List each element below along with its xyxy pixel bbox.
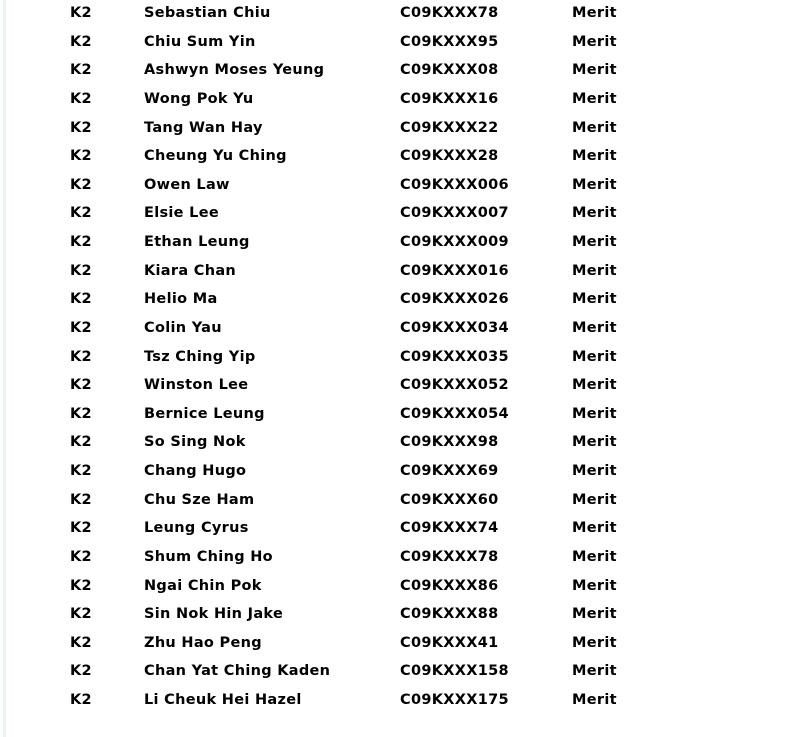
name-cell: Cheung Yu Ching — [144, 148, 287, 165]
award-cell: Merit — [572, 291, 617, 308]
table-row — [0, 0, 800, 28]
grade-cell: K2 — [70, 520, 92, 537]
grade-cell: K2 — [70, 319, 92, 336]
grade-cell: K2 — [70, 405, 92, 422]
table-row — [0, 514, 800, 543]
code-cell: C09KXXX16 — [400, 90, 499, 107]
name-cell: Leung Cyrus — [144, 520, 249, 537]
code-cell: C09KXXX175 — [400, 692, 509, 709]
award-cell: Merit — [572, 119, 617, 136]
grade-cell: K2 — [70, 119, 92, 136]
award-cell: Merit — [572, 692, 617, 709]
name-cell: Tang Wan Hay — [144, 119, 263, 136]
code-cell: C09KXXX28 — [400, 148, 499, 165]
table-row — [0, 171, 800, 200]
grade-cell: K2 — [70, 548, 92, 565]
award-cell: Merit — [572, 205, 617, 222]
table-row — [0, 400, 800, 429]
grade-cell: K2 — [70, 692, 92, 709]
table-row — [0, 686, 800, 715]
grade-cell: K2 — [70, 434, 92, 451]
table-row — [0, 199, 800, 228]
name-cell: Colin Yau — [144, 319, 222, 336]
award-cell: Merit — [572, 62, 617, 79]
grade-cell: K2 — [70, 577, 92, 594]
grade-cell: K2 — [70, 262, 92, 279]
code-cell: C09KXXX22 — [400, 119, 499, 136]
code-cell: C09KXXX08 — [400, 62, 499, 79]
name-cell: So Sing Nok — [144, 434, 246, 451]
table-row — [0, 257, 800, 286]
table-row — [0, 343, 800, 372]
award-cell: Merit — [572, 520, 617, 537]
grade-cell: K2 — [70, 663, 92, 680]
code-cell: C09KXXX158 — [400, 663, 509, 680]
table-row — [0, 428, 800, 457]
award-cell: Merit — [572, 663, 617, 680]
name-cell: Tsz Ching Yip — [144, 348, 256, 365]
table-row — [0, 314, 800, 343]
award-cell: Merit — [572, 234, 617, 251]
name-cell: Sebastian Chiu — [144, 5, 271, 22]
grade-cell: K2 — [70, 62, 92, 79]
table-row — [0, 56, 800, 85]
grade-cell: K2 — [70, 348, 92, 365]
award-cell: Merit — [572, 5, 617, 22]
grade-cell: K2 — [70, 634, 92, 651]
code-cell: C09KXXX95 — [400, 33, 499, 50]
code-cell: C09KXXX035 — [400, 348, 509, 365]
grade-cell: K2 — [70, 291, 92, 308]
award-cell: Merit — [572, 176, 617, 193]
table-row — [0, 114, 800, 143]
award-cell: Merit — [572, 606, 617, 623]
award-cell: Merit — [572, 491, 617, 508]
code-cell: C09KXXX052 — [400, 377, 509, 394]
award-cell: Merit — [572, 377, 617, 394]
table-row — [0, 572, 800, 601]
award-cell: Merit — [572, 348, 617, 365]
code-cell: C09KXXX007 — [400, 205, 509, 222]
name-cell: Chu Sze Ham — [144, 491, 255, 508]
award-cell: Merit — [572, 90, 617, 107]
code-cell: C09KXXX41 — [400, 634, 499, 651]
name-cell: Chiu Sum Yin — [144, 33, 256, 50]
name-cell: Chang Hugo — [144, 463, 247, 480]
award-cell: Merit — [572, 405, 617, 422]
code-cell: C09KXXX74 — [400, 520, 499, 537]
award-cell: Merit — [572, 577, 617, 594]
table-row — [0, 28, 800, 57]
table-row — [0, 629, 800, 658]
grade-cell: K2 — [70, 491, 92, 508]
code-cell: C09KXXX026 — [400, 291, 509, 308]
table-row — [0, 486, 800, 515]
code-cell: C09KXXX60 — [400, 491, 499, 508]
code-cell: C09KXXX78 — [400, 548, 499, 565]
name-cell: Shum Ching Ho — [144, 548, 273, 565]
grade-cell: K2 — [70, 33, 92, 50]
code-cell: C09KXXX98 — [400, 434, 499, 451]
name-cell: Elsie Lee — [144, 205, 219, 222]
grade-cell: K2 — [70, 5, 92, 22]
award-cell: Merit — [572, 262, 617, 279]
name-cell: Ashwyn Moses Yeung — [144, 62, 325, 79]
name-cell: Bernice Leung — [144, 405, 265, 422]
grade-cell: K2 — [70, 205, 92, 222]
award-cell: Merit — [572, 548, 617, 565]
award-cell: Merit — [572, 634, 617, 651]
grade-cell: K2 — [70, 148, 92, 165]
table-row — [0, 600, 800, 629]
grade-cell: K2 — [70, 606, 92, 623]
name-cell: Winston Lee — [144, 377, 249, 394]
award-cell: Merit — [572, 463, 617, 480]
table-row — [0, 657, 800, 686]
award-cell: Merit — [572, 319, 617, 336]
code-cell: C09KXXX054 — [400, 405, 509, 422]
award-cell: Merit — [572, 434, 617, 451]
grade-cell: K2 — [70, 176, 92, 193]
code-cell: C09KXXX016 — [400, 262, 509, 279]
table-row — [0, 285, 800, 314]
table-row — [0, 85, 800, 114]
grade-cell: K2 — [70, 234, 92, 251]
name-cell: Helio Ma — [144, 291, 218, 308]
name-cell: Owen Law — [144, 176, 230, 193]
table-row — [0, 142, 800, 171]
code-cell: C09KXXX69 — [400, 463, 499, 480]
table-row — [0, 543, 800, 572]
grade-cell: K2 — [70, 90, 92, 107]
code-cell: C09KXXX006 — [400, 176, 509, 193]
name-cell: Chan Yat Ching Kaden — [144, 663, 331, 680]
award-cell: Merit — [572, 33, 617, 50]
grade-cell: K2 — [70, 463, 92, 480]
name-cell: Zhu Hao Peng — [144, 634, 262, 651]
award-cell: Merit — [572, 148, 617, 165]
grade-cell: K2 — [70, 377, 92, 394]
code-cell: C09KXXX009 — [400, 234, 509, 251]
code-cell: C09KXXX034 — [400, 319, 509, 336]
name-cell: Wong Pok Yu — [144, 90, 254, 107]
name-cell: Kiara Chan — [144, 262, 237, 279]
code-cell: C09KXXX78 — [400, 5, 499, 22]
name-cell: Ethan Leung — [144, 234, 250, 251]
table-row — [0, 371, 800, 400]
table-row — [0, 457, 800, 486]
code-cell: C09KXXX88 — [400, 606, 499, 623]
name-cell: Ngai Chin Pok — [144, 577, 262, 594]
name-cell: Li Cheuk Hei Hazel — [144, 692, 302, 709]
code-cell: C09KXXX86 — [400, 577, 499, 594]
table-row — [0, 228, 800, 257]
name-cell: Sin Nok Hin Jake — [144, 606, 284, 623]
